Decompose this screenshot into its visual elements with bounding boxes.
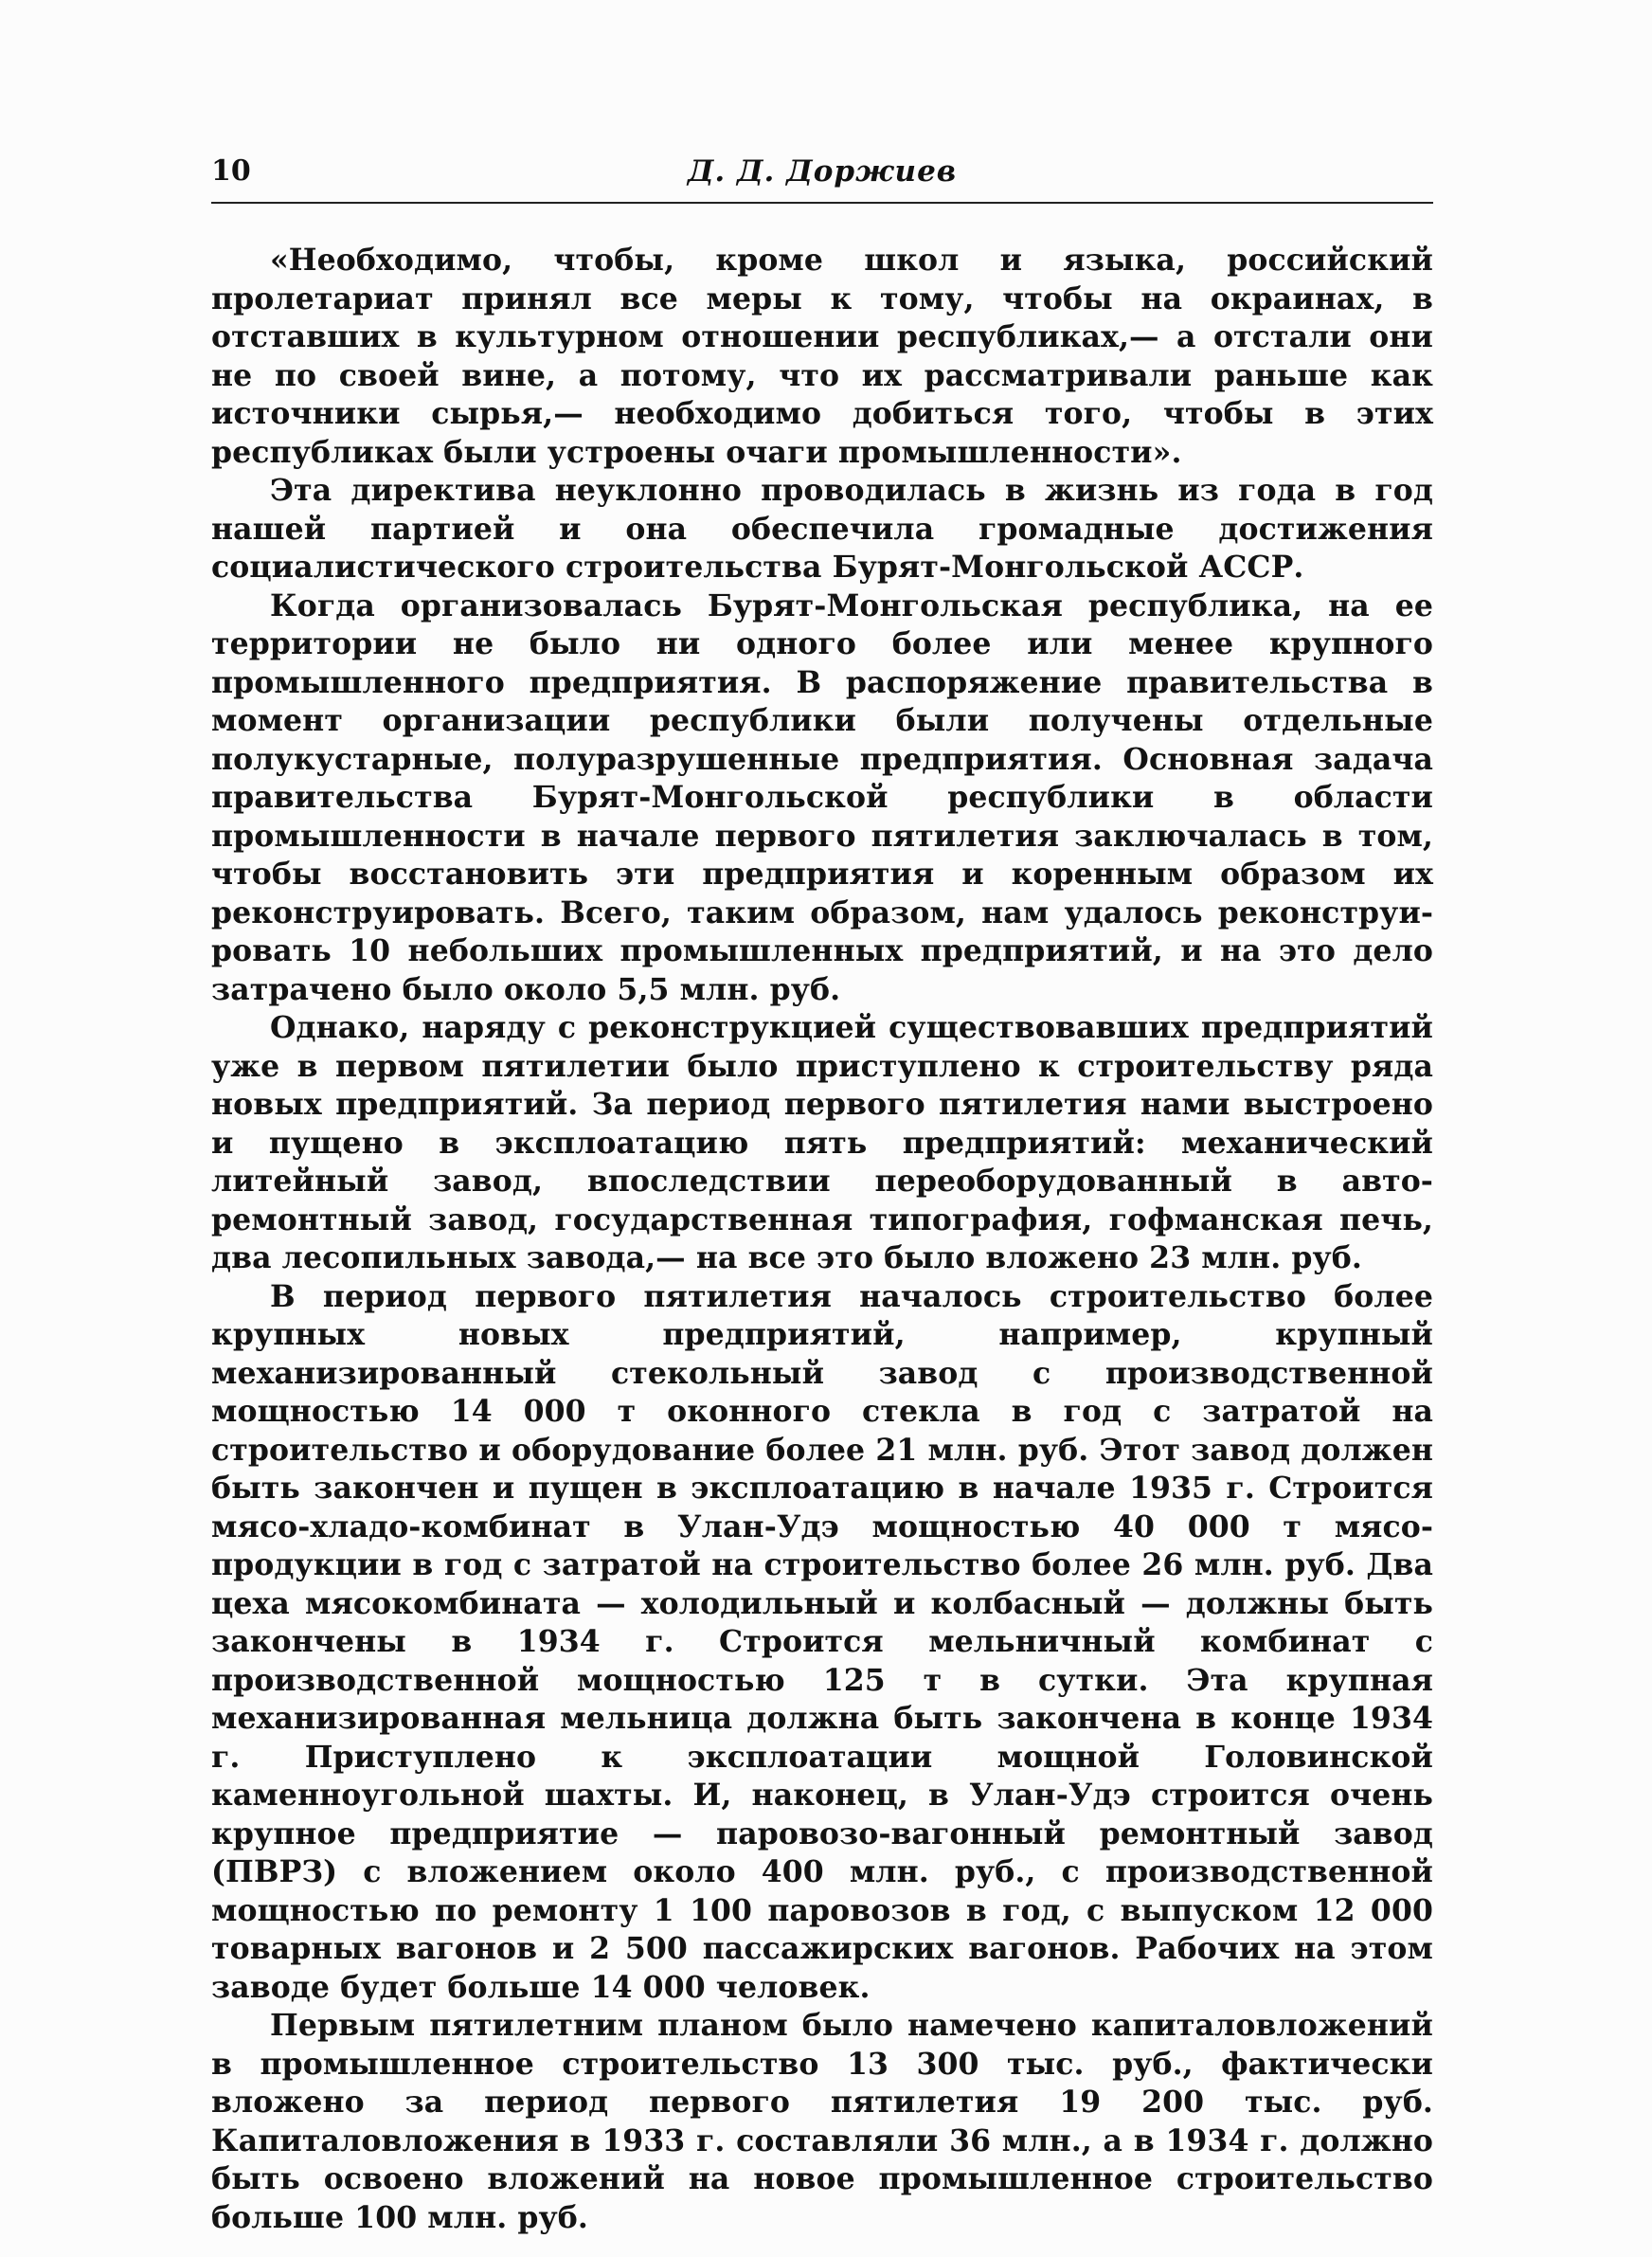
running-title-author: Д. Д. Доржиев [687,154,958,189]
header-rule [211,202,1433,204]
paragraph-directive: Эта директива неуклонно проводилась в жизнь из года в год нашей партией и она обеспечила громадные достижения социалистического строительства Бурят-Монгольской АССР. [211,473,1433,585]
paragraph-first-five-year-plan: Однако, наряду с реконструкцией существовавших предприятий уже в первом пятилетии было приступлено к строительству ряда новых предприятий. За период первого пятилетия нами выстроено и пущено в эксплоатацию пять предприятий: механический литейный завод, впоследствии переоборудованный в авто-ремонтный завод, государственная типография, гофманская печь, два лесопильных завода,— на все это было вложено 23 млн. руб. [211,1010,1433,1275]
running-header [211,154,1433,202]
paragraph-quote: «Необходимо, чтобы, кроме школ и языка, российский пролетариат принял все меры к тому, чтобы на окраинах, в отставших в культурном отношении республиках,— а отстали они не по своей вине, а потому, что их рассматривали раньше как источники сырья,— необходимо добиться того, чтобы в этих республиках были устроены очаги промышленности». [211,243,1433,470]
body-text [211,242,1433,2237]
paragraph-republic-organization: Когда организовалась Бурят-Монгольская республика, на ее территории не было ни одного более или менее крупного промышленного предприятия. В распоряжение правительства в момент организации республики были получены отдельные полукустарные, полуразрушенные предприятия. Основная задача правительства Бурят-Монгольской республики в области промышленности в начале первого пятилетия заключалась в том, чтобы восстановить эти предприятия и коренным образом их реконструировать. Всего, таким образом, нам удалось реконструировать 10 небольших промышленных предприятий, и на это дело затрачено было около 5,5 млн. руб. [211,587,1433,1007]
page-number: 10 [211,154,251,188]
paragraph-large-enterprises: В период первого пятилетия началось строительство более крупных новых предприятий, например, крупный механизированный стекольный завод с производственной мощностью 14 000 т оконного стекла в год с затратой на строительство и оборудование более 21 млн. руб. Этот завод должен быть закончен и пущен в эксплоатацию в начале 1935 г. Строится мясо-хладо-комбинат в Улан-Удэ мощностью 40 000 т мясопродукции в год с затратой на строительство более 26 млн. руб. Два цеха мясокомбината — холодильный и колбасный — должны быть закончены в 1934 г. Строится мельничный комбинат с производственной мощностью 125 т в сутки. Эта крупная механизированная мельница должна быть закончена в конце 1934 г. Приступлено к эксплоатации мощной Головинской каменноугольной шахты. И, наконец, в Улан-Удэ строится очень крупное предприятие — паровозо-вагонный ремонтный завод (ПВРЗ) с вложением около 400 млн. руб., с производственной мощностью по ремонту 1 100 паровозов в год, с выпуском 12 000 товарных вагонов и 2 500 пассажирских вагонов. Рабочих на этом заводе будет больше 14 000 человек. [211,1278,1433,2005]
paragraph-capital-investment: Первым пятилетним планом было намечено капиталовложений в промышленное строительство 13 300 тыс. руб., фактически вложено за период первого пятилетия 19 200 тыс. руб. Капиталовложения в 1933 г. составляли 36 млн., а в 1934 г. должно быть освоено вложений на новое промышленное строительство больше 100 млн. руб. [211,2008,1433,2235]
